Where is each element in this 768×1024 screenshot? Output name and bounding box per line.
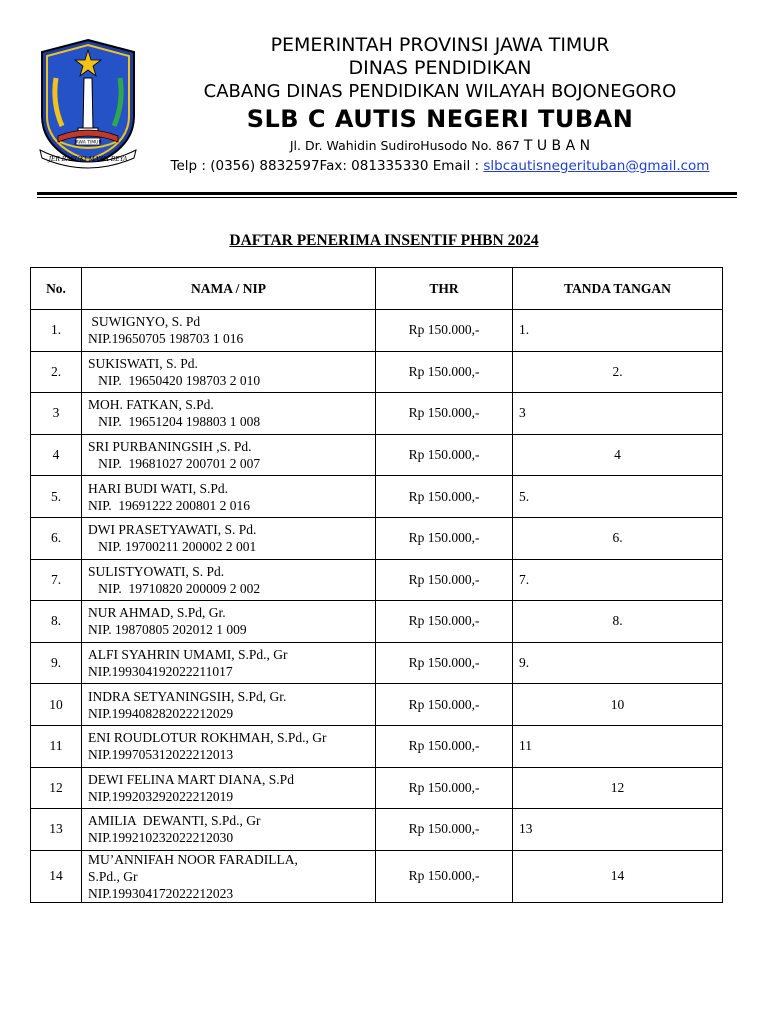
name-nip-cell: [82, 434, 376, 476]
signature-cell[interactable]: 11: [513, 725, 723, 767]
row-number: 2.: [31, 351, 82, 393]
thr-amount: Rp 150.000,-: [376, 393, 513, 435]
row-number: 3: [31, 393, 82, 435]
table-row: [31, 310, 723, 352]
employee-name: MU’ANNIFAH NOOR FARADILLA, S.Pd., Gr: [88, 851, 298, 884]
employee-name: NUR AHMAD, S.Pd, Gr.: [88, 605, 226, 621]
thr-amount: Rp 150.000,-: [376, 351, 513, 393]
name-nip-cell: [82, 559, 376, 601]
emblem-motto: JER BASUKI MAWA BEYA: [48, 156, 128, 163]
agency-line: DINAS PENDIDIKAN: [348, 57, 532, 79]
table-row: [31, 850, 723, 902]
signature-cell[interactable]: 6.: [513, 517, 723, 559]
employee-nip: NIP. 19870805 202012 1 009: [88, 622, 247, 638]
table-header-row: [31, 268, 723, 310]
employee-name: INDRA SETYANINGSIH, S.Pd, Gr.: [88, 688, 287, 704]
table-row: [31, 642, 723, 684]
employee-name: ENI ROUDLOTUR ROKHMAH, S.Pd., Gr: [88, 730, 327, 746]
emblem-text: JAWA TIMUR: [74, 140, 102, 146]
email-link[interactable]: slbcautisnegerituban@gmail.com: [483, 158, 710, 174]
thr-amount: Rp 150.000,-: [376, 434, 513, 476]
header-nama: NAMA / NIP: [82, 268, 376, 310]
name-nip-cell: [82, 476, 376, 518]
header-ttd: TANDA TANGAN: [513, 268, 723, 310]
name-nip-cell: [82, 642, 376, 684]
table-row: [31, 559, 723, 601]
letterhead-rule-thin: [37, 197, 737, 198]
name-nip-cell: [82, 767, 376, 809]
thr-amount: Rp 150.000,-: [376, 684, 513, 726]
employee-nip: NIP.19650705 198703 1 016: [88, 331, 244, 347]
province-line: PEMERINTAH PROVINSI JAWA TIMUR: [270, 34, 610, 56]
table-row: [31, 684, 723, 726]
employee-name: AMILIA DEWANTI, S.Pd., Gr: [88, 813, 261, 829]
row-number: 4: [31, 434, 82, 476]
contact-line: [150, 156, 730, 176]
table-row: [31, 809, 723, 851]
row-number: 12: [31, 767, 82, 809]
employee-name: SULISTYOWATI, S. Pd.: [88, 563, 225, 579]
employee-name: ALFI SYAHRIN UMAMI, S.Pd., Gr: [88, 647, 288, 663]
employee-nip: NIP.199210232022212030: [88, 830, 234, 846]
signature-cell[interactable]: 10: [513, 684, 723, 726]
employee-name: MOH. FATKAN, S.Pd.: [88, 397, 214, 413]
employee-nip: NIP. 19681027 200701 2 007: [88, 456, 261, 472]
employee-nip: NIP. 19710820 200009 2 002: [88, 580, 261, 596]
name-nip-cell: [82, 684, 376, 726]
name-nip-cell: [82, 517, 376, 559]
header-no: No.: [31, 268, 82, 310]
row-number: 14: [31, 850, 82, 902]
signature-cell[interactable]: 13: [513, 809, 723, 851]
name-nip-cell: [82, 850, 376, 902]
signature-cell[interactable]: 8.: [513, 601, 723, 643]
employee-name: SUKISWATI, S. Pd.: [88, 355, 198, 371]
row-number: 6.: [31, 517, 82, 559]
row-number: 5.: [31, 476, 82, 518]
thr-amount: Rp 150.000,-: [376, 559, 513, 601]
name-nip-cell: [82, 601, 376, 643]
row-number: 1.: [31, 310, 82, 352]
branch-line: CABANG DINAS PENDIDIKAN WILAYAH BOJONEGORO: [203, 81, 677, 102]
signature-cell[interactable]: 2.: [513, 351, 723, 393]
employee-nip: NIP.199705312022212013: [88, 747, 234, 763]
thr-amount: Rp 150.000,-: [376, 476, 513, 518]
employee-nip: NIP. 19650420 198703 2 010: [88, 372, 261, 388]
school-name: SLB C AUTIS NEGERI TUBAN: [246, 105, 634, 133]
employee-name: DEWI FELINA MART DIANA, S.Pd: [88, 771, 294, 787]
signature-cell[interactable]: 5.: [513, 476, 723, 518]
header-thr: THR: [376, 268, 513, 310]
row-number: 7.: [31, 559, 82, 601]
thr-amount: Rp 150.000,-: [376, 767, 513, 809]
employee-name: DWI PRASETYAWATI, S. Pd.: [88, 522, 257, 538]
row-number: 13: [31, 809, 82, 851]
address: Jl. Dr. Wahidin SudiroHusodo No. 867: [289, 138, 520, 153]
name-nip-cell: [82, 310, 376, 352]
name-nip-cell: [82, 393, 376, 435]
table-row: [31, 767, 723, 809]
employee-nip: NIP. 19691222 200801 2 016: [88, 497, 251, 513]
thr-amount: Rp 150.000,-: [376, 517, 513, 559]
signature-cell[interactable]: 4: [513, 434, 723, 476]
employee-nip: NIP.199304172022212023: [88, 885, 234, 901]
thr-amount: Rp 150.000,-: [376, 601, 513, 643]
thr-amount: Rp 150.000,-: [376, 642, 513, 684]
contact-text: Telp : (0356) 8832597Fax: 081335330 Email :: [170, 158, 484, 174]
name-nip-cell: [82, 809, 376, 851]
thr-amount: Rp 150.000,-: [376, 809, 513, 851]
employee-nip: NIP.199408282022212029: [88, 705, 234, 721]
thr-amount: Rp 150.000,-: [376, 725, 513, 767]
employee-nip: NIP. 19700211 200002 2 001: [88, 539, 257, 555]
signature-cell[interactable]: 9.: [513, 642, 723, 684]
signature-cell[interactable]: 12: [513, 767, 723, 809]
recipient-table: [30, 267, 723, 903]
city: T U B A N: [523, 138, 591, 154]
signature-cell[interactable]: 14: [513, 850, 723, 902]
signature-cell[interactable]: 1.: [513, 310, 723, 352]
row-number: 8.: [31, 601, 82, 643]
employee-nip: NIP.199304192022211017: [88, 664, 233, 680]
employee-name: HARI BUDI WATI, S.Pd.: [88, 480, 229, 496]
thr-amount: Rp 150.000,-: [376, 310, 513, 352]
employee-name: SRI PURBANINGSIH ,S. Pd.: [88, 439, 252, 455]
document-title: DAFTAR PENERIMA INSENTIF PHBN 2024: [229, 232, 539, 249]
employee-nip: NIP.199203292022212019: [88, 788, 234, 804]
row-number: 9.: [31, 642, 82, 684]
table-row: [31, 434, 723, 476]
address-line: [150, 136, 730, 156]
table-row: [31, 351, 723, 393]
letterhead: [150, 34, 730, 176]
letterhead-rule-thick: [37, 192, 737, 195]
name-nip-cell: [82, 725, 376, 767]
name-nip-cell: [82, 351, 376, 393]
employee-nip: NIP. 19651204 198803 1 008: [88, 414, 261, 430]
employee-name: SUWIGNYO, S. Pd: [88, 314, 201, 330]
table-row: [31, 393, 723, 435]
thr-amount: Rp 150.000,-: [376, 850, 513, 902]
row-number: 10: [31, 684, 82, 726]
table-row: [31, 517, 723, 559]
table-row: [31, 476, 723, 518]
table-row: [31, 725, 723, 767]
table-row: [31, 601, 723, 643]
row-number: 11: [31, 725, 82, 767]
signature-cell[interactable]: 7.: [513, 559, 723, 601]
jawa-timur-emblem: [38, 38, 138, 170]
signature-cell[interactable]: 3: [513, 393, 723, 435]
